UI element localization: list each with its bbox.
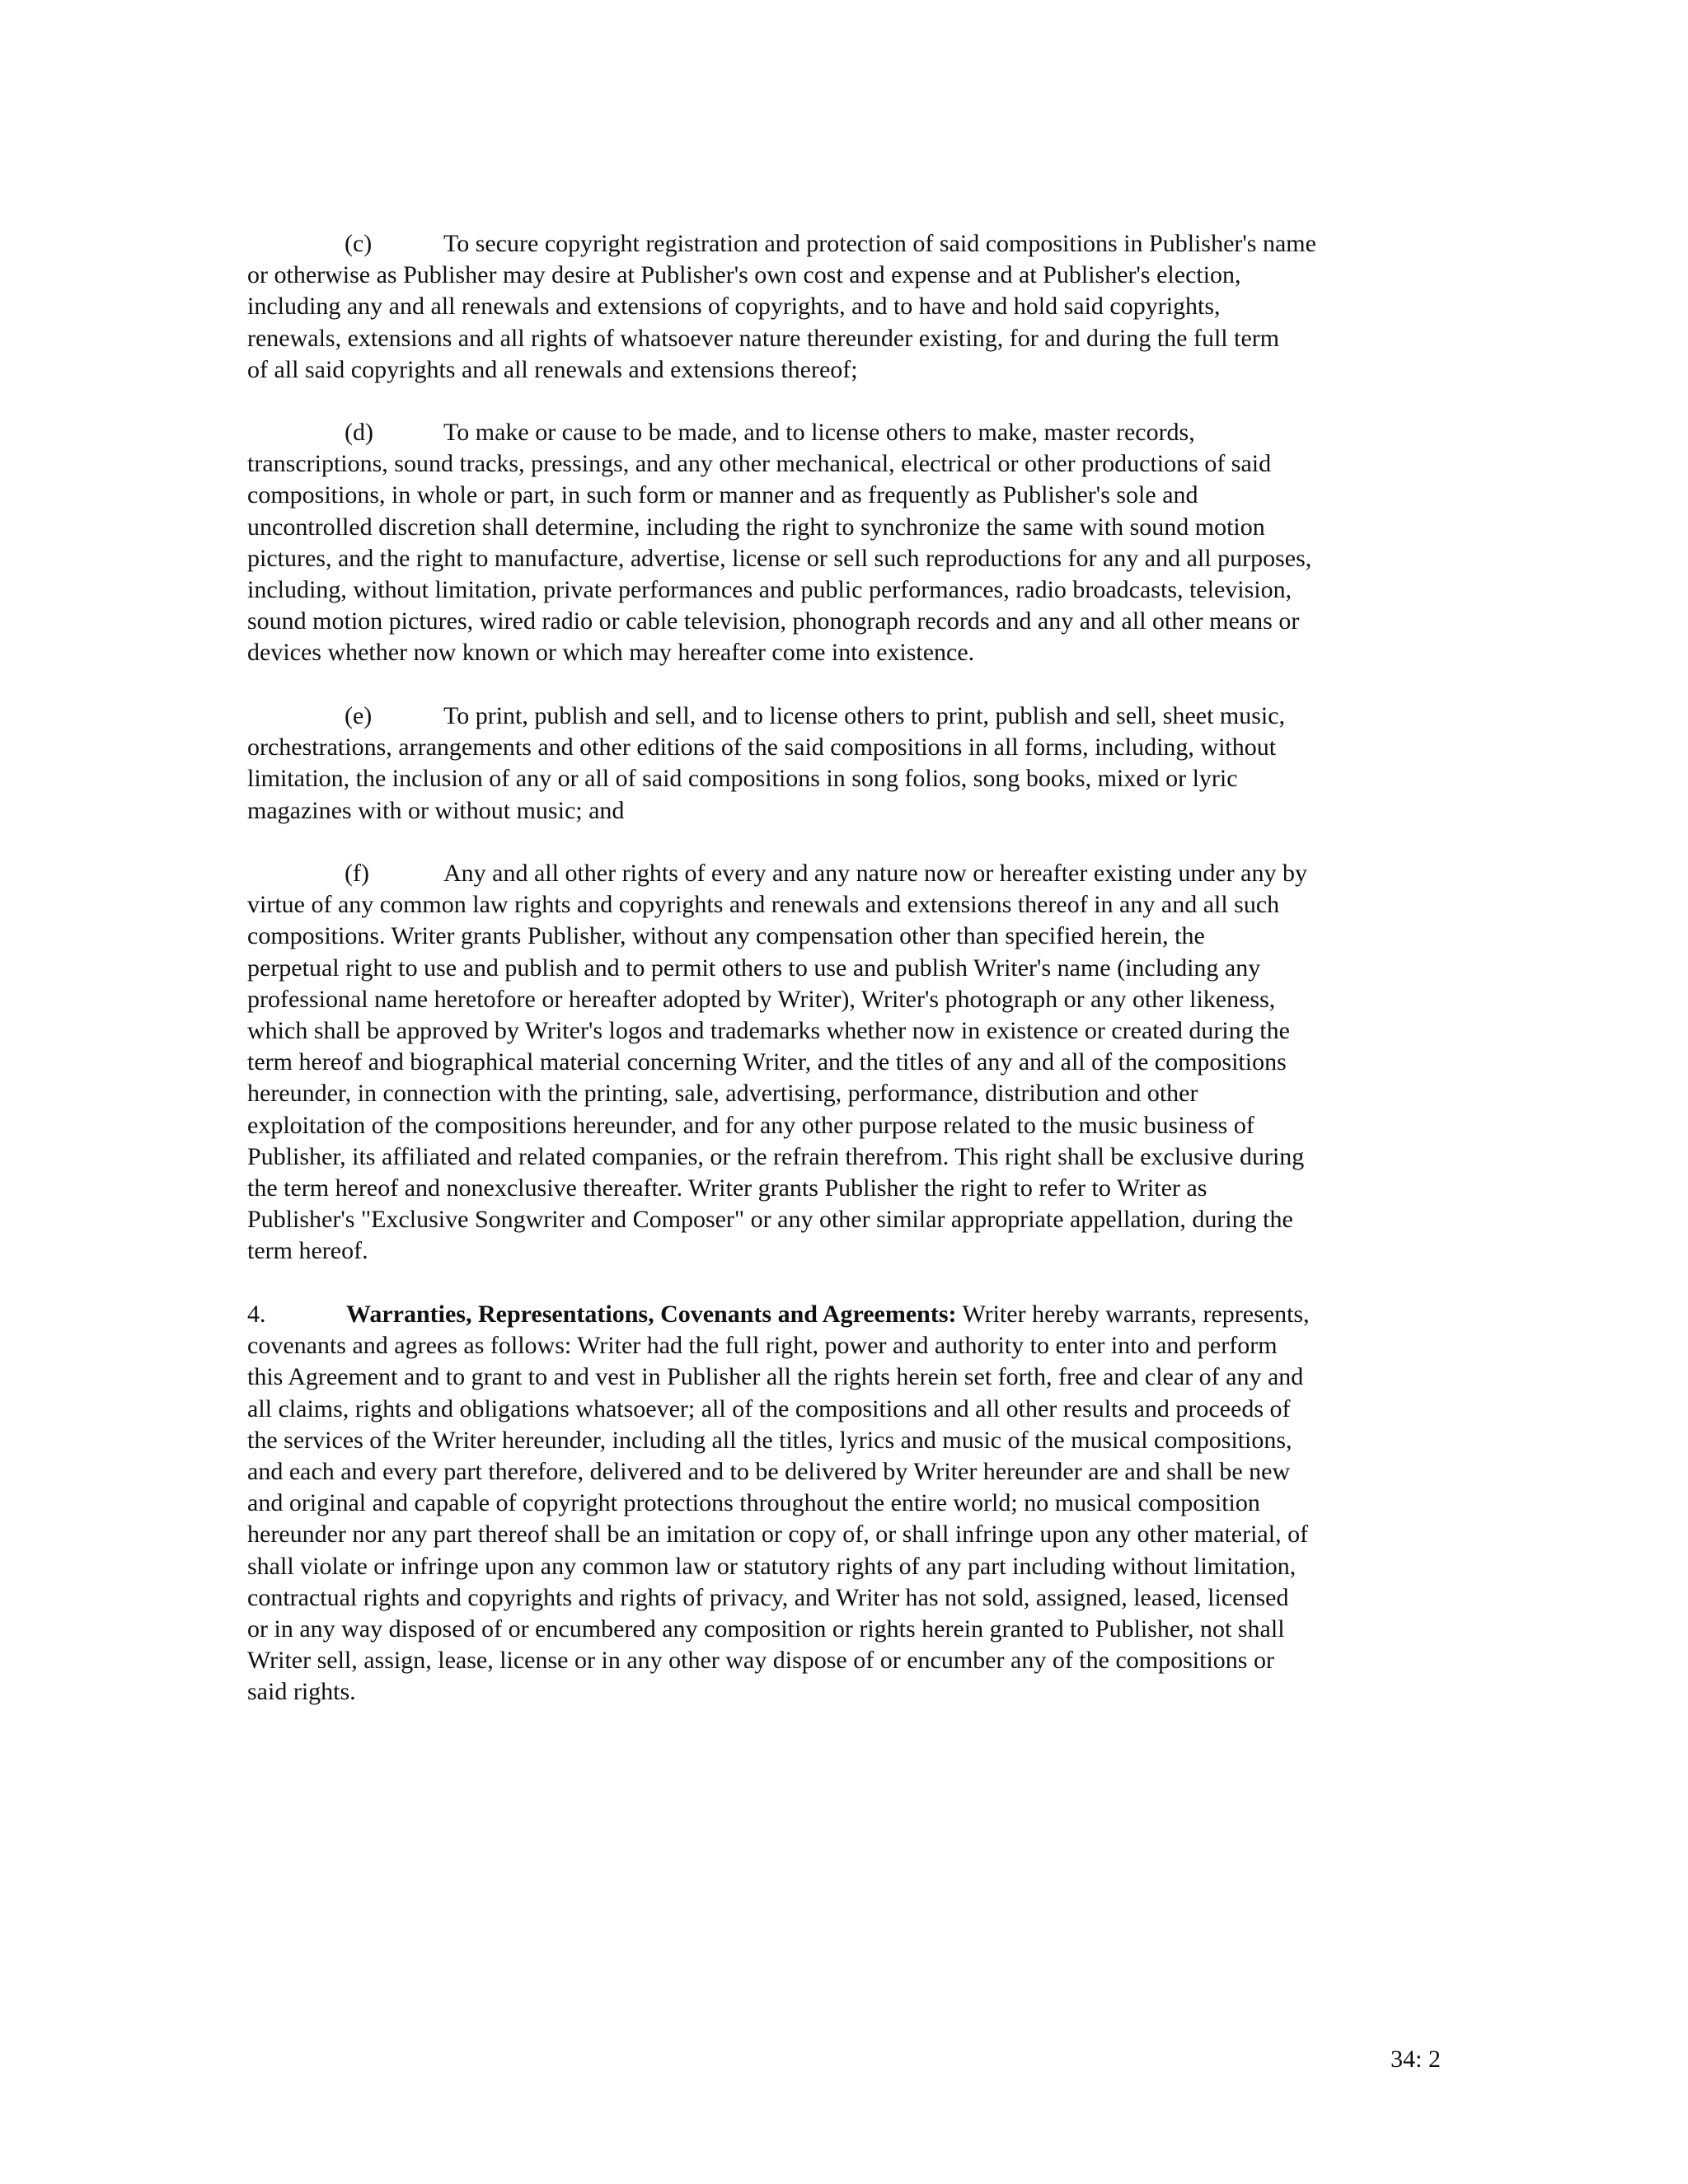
section-line: hereunder nor any part thereof shall be an imitation or copy of, or shall infringe upon any other material, of (247, 1521, 1309, 1549)
paragraph-line: devices whether now known or which may hereafter come into existence. (247, 639, 975, 667)
paragraph-line: sound motion pictures, wired radio or cable television, phonograph records and any and all other means or (247, 607, 1300, 635)
paragraph-line: transcriptions, sound tracks, pressings, and any other mechanical, electrical or other productions of said (247, 450, 1272, 478)
paragraph-line: the term hereof and nonexclusive thereafter. Writer grants Publisher the right to refer to Writer as (247, 1174, 1207, 1202)
section-4-warranties (247, 1299, 1434, 1708)
section-line: said rights. (247, 1678, 356, 1706)
paragraph-line: exploitation of the compositions hereunder, and for any other purpose related to the music business of (247, 1111, 1254, 1139)
paragraph-line: compositions. Writer grants Publisher, without any compensation other than specified herein, the (247, 922, 1205, 950)
paragraph-marker: (f) (345, 860, 369, 887)
paragraph-f (247, 858, 1434, 1267)
paragraph-line: renewals, extensions and all rights of whatsoever nature thereunder existing, for and during the full term (247, 324, 1280, 352)
paragraph-line: virtue of any common law rights and copyrights and renewals and extensions thereof in any and all such (247, 891, 1280, 919)
paragraph-line: term hereof and biographical material concerning Writer, and the titles of any and all of the compositions (247, 1048, 1287, 1076)
paragraph-line: To print, publish and sell, and to license others to print, publish and sell, sheet music, (443, 702, 1286, 729)
paragraph-d (247, 417, 1434, 669)
paragraph-line: pictures, and the right to manufacture, advertise, license or sell such reproductions for any and all purposes, (247, 544, 1312, 572)
section-line: all claims, rights and obligations whatsoever; all of the compositions and all other results and proceeds of (247, 1394, 1291, 1422)
page-number: 34: 2 (1390, 2046, 1441, 2073)
paragraph-line: of all said copyrights and all renewals and extensions thereof; (247, 355, 858, 383)
paragraph-line: compositions, in whole or part, in such form or manner and as frequently as Publisher's sole and (247, 481, 1198, 509)
section-line: and each and every part therefore, delivered and to be delivered by Writer hereunder are and shall be new (247, 1457, 1291, 1485)
section-line: this Agreement and to grant to and vest in Publisher all the rights herein set forth, free and clear of any and (247, 1363, 1304, 1391)
paragraph-e (247, 701, 1434, 827)
paragraph-c (247, 228, 1434, 386)
paragraph-line: which shall be approved by Writer's logos and trademarks whether now in existence or created during the (247, 1016, 1290, 1044)
section-line: or in any way disposed of or encumbered any composition or rights herein granted to Publisher, not shall (247, 1615, 1285, 1643)
paragraph-marker: (e) (345, 702, 373, 729)
paragraph-line: or otherwise as Publisher may desire at Publisher's own cost and expense and at Publisher's election, (247, 261, 1241, 289)
paragraph-marker: (c) (345, 230, 373, 257)
paragraph-line: term hereof. (247, 1237, 368, 1265)
paragraph-line: professional name heretofore or hereafter adopted by Writer), Writer's photograph or any other likeness, (247, 985, 1276, 1013)
section-line: and original and capable of copyright protections throughout the entire world; no musical composition (247, 1489, 1260, 1517)
section-line: Writer sell, assign, lease, license or in any other way dispose of or encumber any of the compositions or (247, 1647, 1274, 1675)
section-heading: Warranties, Representations, Covenants and Agreements: (346, 1301, 957, 1328)
section-number: 4. (247, 1301, 266, 1328)
paragraph-line: including any and all renewals and extensions of copyrights, and to have and hold said copyrights, (247, 293, 1221, 321)
section-line: covenants and agrees as follows: Writer had the full right, power and authority to enter into and perform (247, 1332, 1278, 1360)
section-line: shall violate or infringe upon any common law or statutory rights of any part including without limitation, (247, 1552, 1296, 1580)
paragraph-line: Publisher's "Exclusive Songwriter and Composer" or any other similar appropriate appellation, during the (247, 1206, 1293, 1234)
paragraph-line: Publisher, its affiliated and related companies, or the refrain therefrom. This right shall be exclusive during (247, 1142, 1305, 1170)
section-line: Writer hereby warrants, represents, (956, 1301, 1310, 1328)
paragraph-line: To secure copyright registration and protection of said compositions in Publisher's name (443, 230, 1316, 257)
paragraph-line: limitation, the inclusion of any or all of said compositions in song folios, song books, mixed or lyric (247, 765, 1238, 793)
paragraph-line: Any and all other rights of every and any nature now or hereafter existing under any by (443, 860, 1307, 887)
paragraph-line: perpetual right to use and publish and to permit others to use and publish Writer's name (including any (247, 954, 1261, 982)
paragraph-line: hereunder, in connection with the printing, sale, advertising, performance, distribution and other (247, 1080, 1198, 1108)
paragraph-line: uncontrolled discretion shall determine, including the right to synchronize the same with sound motion (247, 513, 1265, 541)
section-line: the services of the Writer hereunder, including all the titles, lyrics and music of the musical compositions, (247, 1426, 1292, 1454)
paragraph-line: To make or cause to be made, and to license others to make, master records, (443, 419, 1195, 446)
paragraph-line: orchestrations, arrangements and other editions of the said compositions in all forms, including, without (247, 733, 1277, 762)
section-line: contractual rights and copyrights and rights of privacy, and Writer has not sold, assigned, leased, licensed (247, 1583, 1289, 1611)
paragraph-line: magazines with or without music; and (247, 796, 625, 824)
paragraph-marker: (d) (345, 419, 373, 446)
paragraph-line: including, without limitation, private performances and public performances, radio broadcasts, television, (247, 575, 1292, 603)
